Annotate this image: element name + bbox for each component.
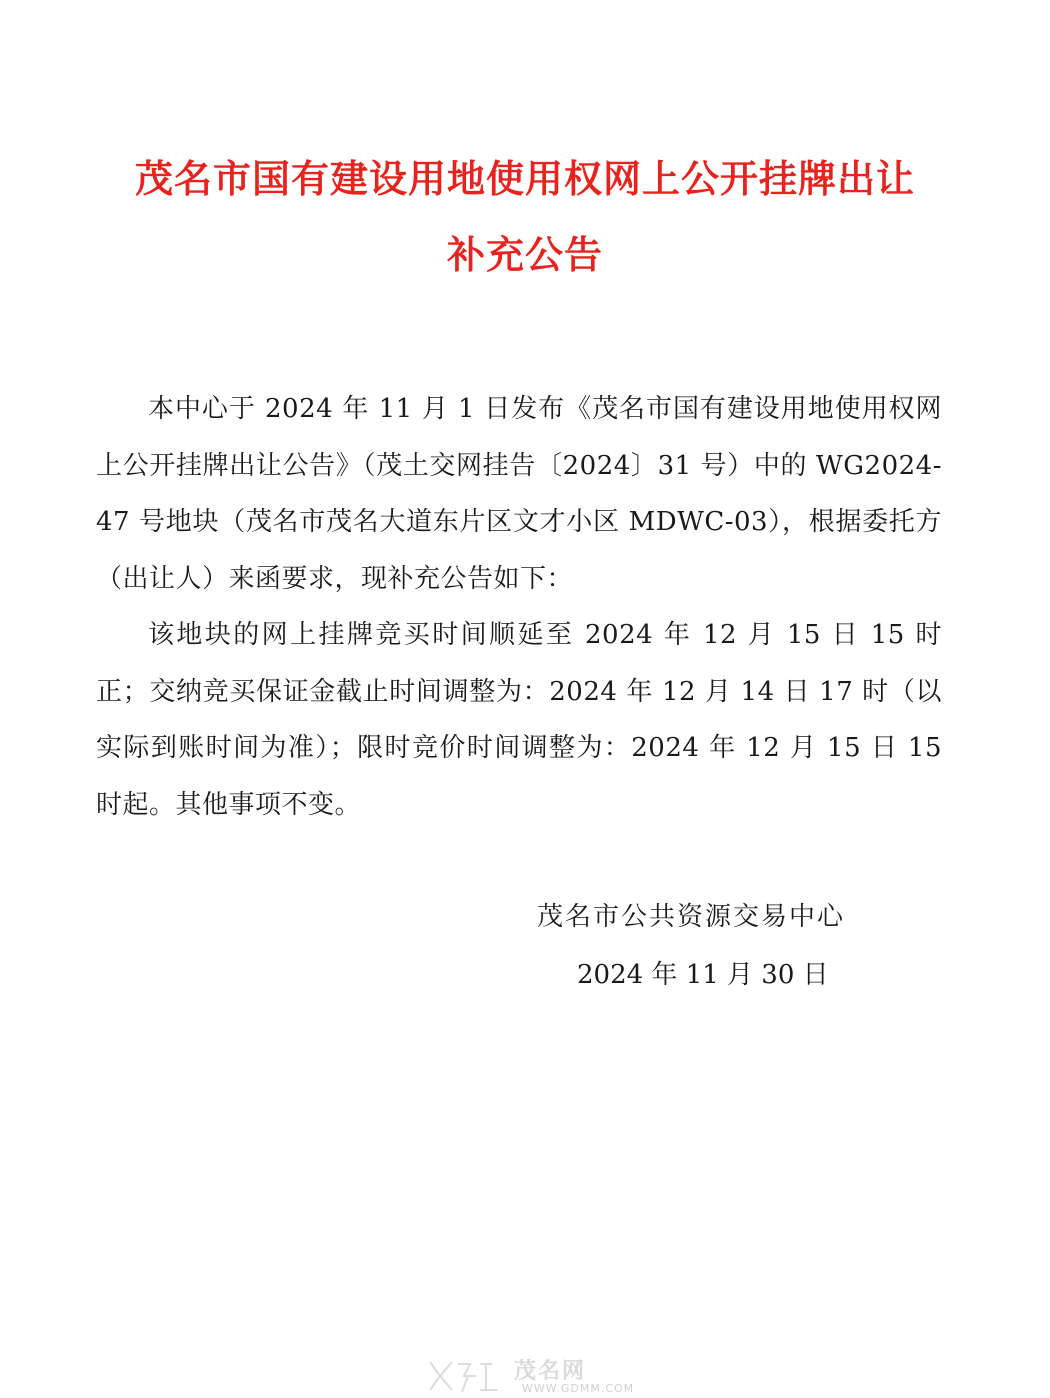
document-title-line2: 补充公告 [446,233,603,277]
watermark-logo-text: 茂名网 [514,1359,587,1384]
body-paragraph-2: 该地块的网上挂牌竞买时间顺延至 2024 年 12 月 15 日 15 时正；交纳竞买保证金截止时间调整为：2024 年 12 月 14 日 17 时（以实际到账时间为准）；限时竞价时间调整为：2024 年 12 月 15 日 15 时起。其他事项不变。 [96,620,942,820]
watermark-logo-icon [418,1354,508,1396]
signature-date: 2024 年 11 月 30 日 [577,960,829,990]
watermark [418,1354,638,1398]
body-paragraph-1: 本中心于 2024 年 11 月 1 日发布《茂名市国有建设用地使用权网上公开挂牌出让公告》（茂土交网挂告〔2024〕31 号）中的 WG2024-47 号地块（茂名市茂名大道东片区文才小区 MDWC-03），根据委托方（出让人）来函要求，现补充公告如下： [96,394,942,594]
watermark-url: WWW.GDMM.COM [522,1382,635,1395]
document-title-line1: 茂名市国有建设用地使用权网上公开挂牌出让 [134,157,915,201]
signature-organization: 茂名市公共资源交易中心 [537,902,846,932]
